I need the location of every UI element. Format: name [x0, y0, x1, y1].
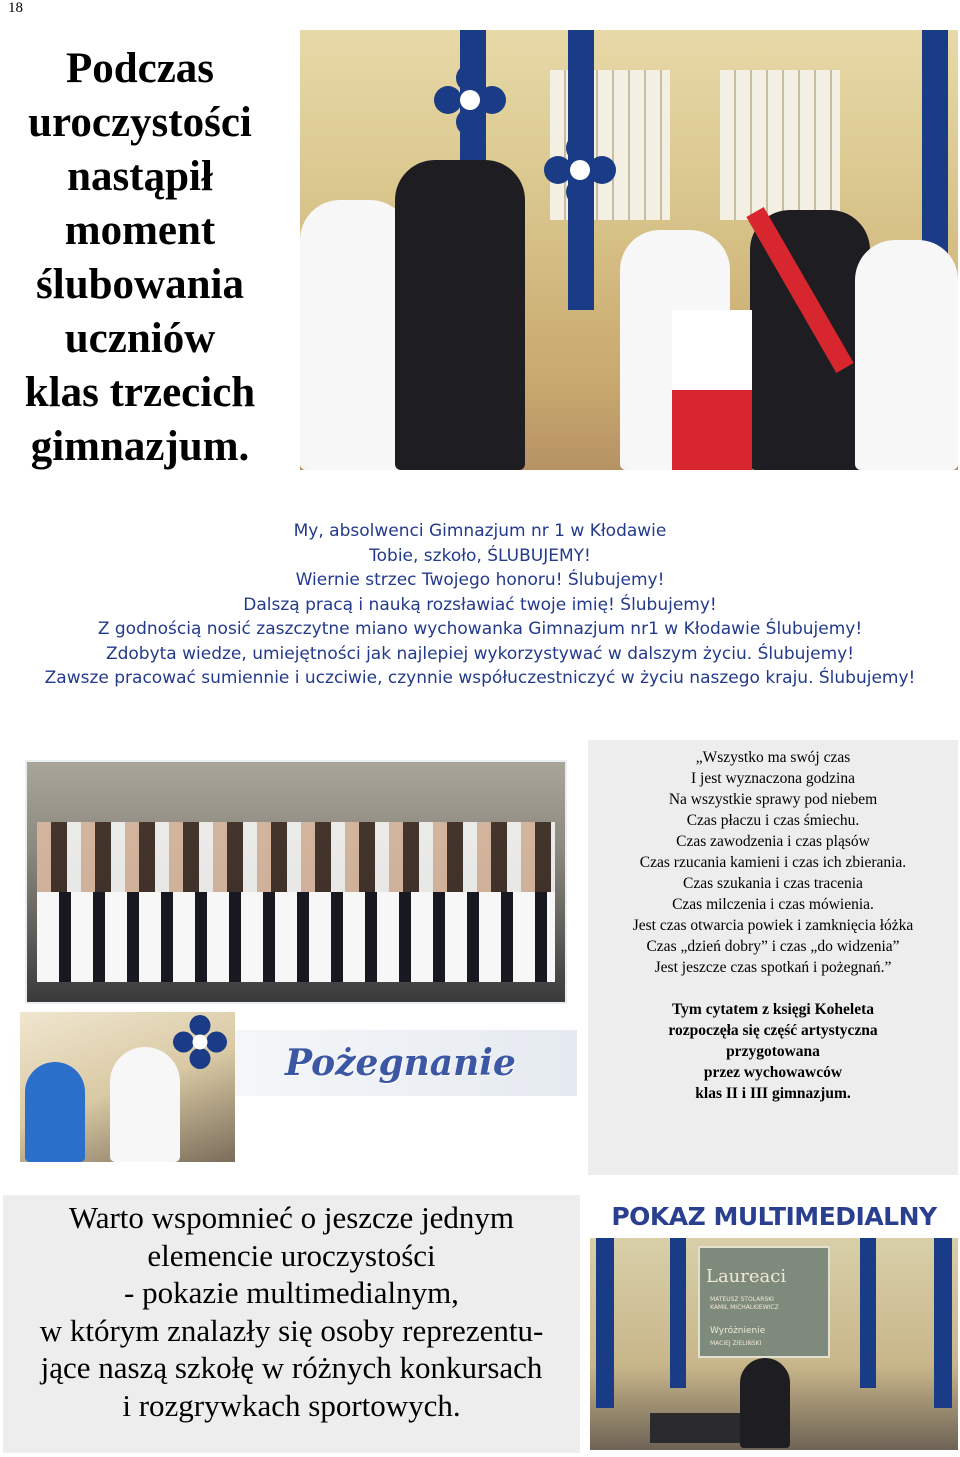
screen-line: MATEUSZ STOLARSKI	[710, 1296, 774, 1303]
headline-line: gimnazjum.	[30, 423, 250, 470]
quote-line: Czas szukania i czas tracenia	[683, 875, 863, 892]
pledge-line: My, absolwenci Gimnazjum nr 1 w Kłodawie	[293, 521, 667, 541]
page-number: 18	[8, 0, 23, 16]
note-line: elemencie uroczystości	[147, 1237, 436, 1273]
multimedia-banner: POKAZ MULTIMEDIALNY	[590, 1197, 958, 1237]
headline-line: Podczas	[65, 45, 215, 92]
quote-line: „Wszystko ma swój czas	[695, 749, 851, 766]
screen-line: KAMIL MICHALKIEWICZ	[710, 1304, 779, 1311]
flower-decoration-icon	[540, 130, 620, 210]
student-figure	[300, 200, 410, 470]
banner-decoration	[670, 1238, 686, 1388]
crowd-row	[37, 892, 555, 982]
note-line: Warto wspomnieć o jeszcze jednym	[68, 1200, 515, 1235]
headline-line: nastąpił	[67, 153, 213, 200]
flower-decoration-icon	[430, 60, 510, 140]
multimedia-show-photo	[590, 1238, 958, 1450]
quote-line: Czas rzucania kamieni i czas ich zbierania.	[639, 854, 907, 871]
farewell-banner-text: Pożegnanie	[285, 1042, 516, 1084]
student-figure	[740, 1358, 790, 1448]
credit-line: przygotowana	[726, 1043, 820, 1060]
credit-line: przez wychowawców	[703, 1064, 843, 1081]
quote-line: Jest jeszcze czas spotkań i pożegnań.”	[654, 959, 892, 976]
note-line: - pokazie multimedialnym,	[124, 1275, 459, 1310]
note-line: jące naszą szkołę w różnych konkursach	[40, 1350, 543, 1385]
credit-line: rozpoczęła się część artystyczna	[668, 1022, 878, 1039]
oath-ceremony-photo	[300, 30, 958, 470]
kohelet-quote	[588, 747, 958, 978]
quote-line: Jest czas otwarcia powiek i zamknięcia łóżka	[632, 917, 914, 934]
quote-line: Czas milczenia i czas mówienia.	[672, 896, 874, 913]
window-decoration	[720, 70, 840, 220]
headline-line: uroczystości	[28, 99, 252, 146]
banner-decoration	[860, 1238, 876, 1388]
quote-line: Czas „dzień dobry” i czas „do widzenia”	[646, 938, 900, 955]
pledge-line: Wiernie strzec Twojego honoru! Ślubujemy!	[295, 570, 665, 590]
credit-line: klas II i III gimnazjum.	[695, 1085, 851, 1102]
pledge-line: Z godnością nosić zaszczytne miano wychowanka Gimnazjum nr1 w Kłodawie Ślubujemy!	[97, 619, 863, 639]
class-group-photo	[25, 760, 567, 1004]
pledge-line: Tobie, szkoło, ŚLUBUJEMY!	[369, 545, 591, 566]
credit-line: Tym cytatem z księgi Koheleta	[671, 1001, 875, 1018]
quote-line: I jest wyznaczona godzina	[691, 770, 855, 787]
headline-line: ślubowania	[36, 261, 244, 308]
pledge-line: Zawsze pracować sumiennie i uczciwie, czynnie współuczestniczyć w życiu naszego kraju. Ślubujemy!	[44, 668, 916, 688]
student-figure	[395, 160, 525, 470]
pledge-line: Zdobyta wiedze, umiejętności jak najlepiej wykorzystywać w dalszym życiu. Ślubujemy!	[105, 643, 855, 664]
projection-screen	[698, 1246, 830, 1358]
multimedia-note	[3, 1199, 580, 1424]
headline-line: uczniów	[64, 315, 216, 362]
flower-decoration-icon	[170, 1012, 230, 1072]
speech-photo	[20, 1012, 235, 1162]
quote-line: Na wszystkie sprawy pod niebem	[668, 791, 878, 808]
headline	[0, 42, 280, 474]
screen-title: Laureaci	[706, 1266, 787, 1287]
banner-decoration	[596, 1238, 614, 1408]
note-line: i rozgrywkach sportowych.	[122, 1387, 461, 1423]
student-figure	[855, 240, 958, 470]
banner-decoration	[934, 1238, 952, 1408]
quote-credit	[588, 999, 958, 1104]
headline-line: klas trzecich	[24, 369, 256, 416]
headline-line: moment	[64, 207, 216, 254]
screen-line: MACIEJ ZIELIŃSKI	[710, 1340, 762, 1347]
national-flag	[672, 310, 752, 470]
screen-line: Wyróżnienie	[710, 1326, 766, 1336]
note-line: w którym znalazły się osoby reprezentu-	[39, 1312, 544, 1348]
quote-line: Czas zawodzenia i czas pląsów	[676, 833, 870, 850]
pledge-text	[0, 519, 960, 691]
pledge-line: Dalszą pracą i nauką rozsławiać twoje imię! Ślubujemy!	[243, 594, 717, 615]
quote-line: Czas płaczu i czas śmiechu.	[686, 812, 860, 829]
student-figure	[25, 1062, 85, 1162]
